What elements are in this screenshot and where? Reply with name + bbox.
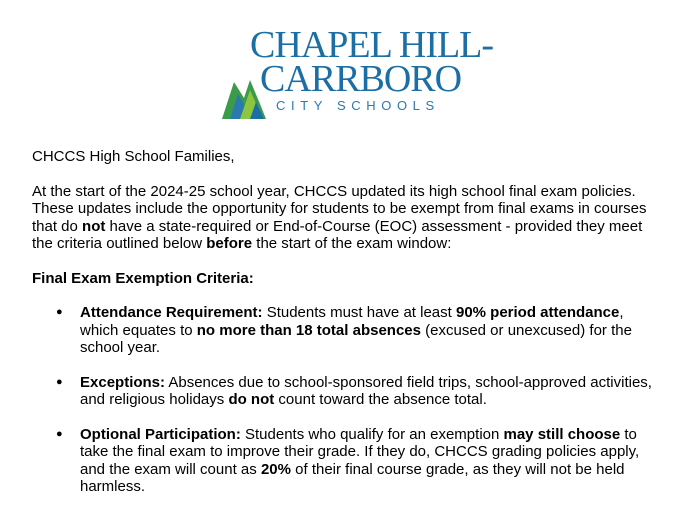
intro-text-2: have a state-required or End-of-Course (EOC) assessment - provided they meet the criteria outlined below — [32, 217, 643, 252]
criteria-item-exceptions — [32, 374, 662, 409]
greeting: CHCCS High School Families, — [32, 148, 235, 165]
district-logo — [220, 24, 494, 124]
logo-line-1: CHAPEL HILL- — [250, 24, 494, 66]
criteria-heading: Final Exam Exemption Criteria: — [32, 269, 254, 287]
criteria-text: Students who qualify for an exemption — [240, 425, 504, 443]
criteria-emphasis: do not — [228, 391, 275, 408]
criteria-text: to take the final exam to improve their grade. If they do, CHCCS grading policies apply, and the exam will count as — [80, 425, 640, 478]
intro-bold-1: not — [82, 217, 106, 235]
criteria-text: Students must have at least — [262, 304, 456, 321]
criteria-item-optional-participation — [32, 426, 662, 496]
criteria-text: of their final course grade, as they will not be held harmless. — [80, 460, 625, 495]
criteria-emphasis: may still choose — [503, 425, 621, 443]
intro-text-1: At the start of the 2024-25 school year, CHCCS updated its high school final exam policies. These updates include the opportunity for students to be exempt from final exams in courses that do — [32, 182, 647, 235]
criteria-emphasis: 20% — [260, 460, 291, 478]
criteria-label: Attendance Requirement: — [80, 304, 263, 321]
criteria-list — [32, 304, 662, 496]
criteria-text: (excused or unexcused) for the school year. — [80, 321, 632, 356]
criteria-emphasis: 90% period attendance — [455, 304, 620, 321]
logo-line-3: CITY SCHOOLS — [276, 98, 440, 113]
criteria-text: count toward the absence total. — [274, 391, 487, 408]
criteria-item-attendance — [32, 304, 662, 357]
intro-text-3: the start of the exam window: — [252, 235, 452, 252]
criteria-label: Optional Participation: — [80, 425, 241, 443]
intro-paragraph — [32, 183, 662, 253]
criteria-label: Exceptions: — [80, 373, 166, 391]
criteria-text: , which equates to — [80, 304, 624, 339]
intro-bold-2: before — [206, 235, 253, 252]
criteria-text: Absences due to school-sponsored field trips, school-approved activities, and religious holidays — [80, 373, 652, 408]
logo-line-2: CARRBORO — [260, 58, 462, 100]
criteria-emphasis: no more than 18 total absences — [196, 321, 421, 339]
letter-body — [32, 148, 662, 513]
